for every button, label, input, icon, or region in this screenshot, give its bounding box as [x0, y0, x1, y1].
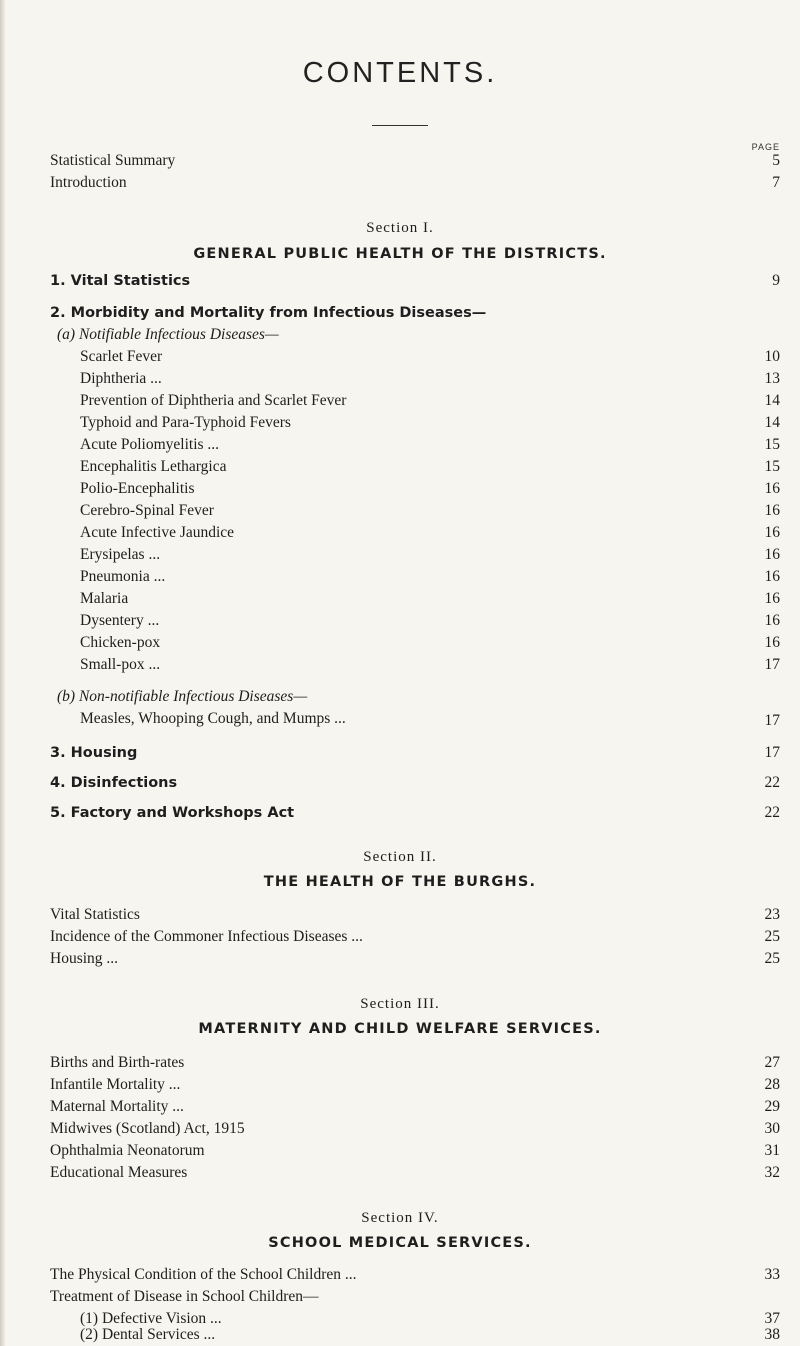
toc-entry-page: 32 [764, 1164, 780, 1181]
toc-entry-page: 16 [764, 502, 780, 519]
toc-entry-page: 14 [764, 414, 780, 431]
toc-entry-page: 16 [764, 612, 780, 629]
toc-entry-label: Polio-Encephalitis [80, 480, 195, 497]
toc-entry-page: 7 [772, 174, 780, 191]
section-label: Section I. [366, 220, 434, 236]
toc-entry-label: 2. Morbidity and Mortality from Infectious Diseases— [50, 305, 487, 321]
title-rule [372, 125, 428, 126]
toc-entry-label: Midwives (Scotland) Act, 1915 [50, 1120, 245, 1137]
toc-entry-label: Pneumonia ... [80, 568, 166, 585]
toc-entry-page: 29 [764, 1098, 780, 1115]
toc-entry-page: 15 [764, 458, 780, 475]
toc-entry-label: Small-pox ... [80, 656, 161, 673]
toc-entry-label: Prevention of Diphtheria and Scarlet Fever [80, 392, 347, 409]
toc-entry-page: 17 [764, 744, 780, 761]
toc-entry-page: 23 [764, 906, 780, 923]
toc-entry-label: Educational Measures [50, 1164, 188, 1181]
section-label: Section II. [363, 849, 437, 865]
toc-entry-page: 17 [764, 712, 780, 729]
toc-entry-page: 10 [764, 348, 780, 365]
toc-entry-page: 27 [764, 1054, 780, 1071]
toc-entry-label: Ophthalmia Neonatorum [50, 1142, 205, 1159]
toc-entry-label: 5. Factory and Workshops Act [50, 805, 295, 821]
section-label: Section IV. [361, 1210, 439, 1226]
toc-entry-page: 14 [764, 392, 780, 409]
toc-entry-page: 37 [764, 1310, 780, 1327]
toc-entry-page: 38 [764, 1326, 780, 1343]
page-title: CONTENTS. [302, 57, 498, 89]
toc-entry-label: 1. Vital Statistics [50, 273, 191, 289]
toc-entry-label: Encephalitis Lethargica [80, 458, 227, 475]
toc-entry-label: The Physical Condition of the School Children ... [50, 1266, 357, 1283]
toc-entry-label: Maternal Mortality ... [50, 1098, 184, 1115]
toc-entry-page: 22 [764, 804, 780, 821]
toc-entry-page: 30 [764, 1120, 780, 1137]
section-heading: THE HEALTH OF THE BURGHS. [263, 874, 537, 890]
toc-entry-label: Erysipelas ... [80, 546, 161, 563]
toc-entry-label: Vital Statistics [50, 906, 140, 923]
toc-entry-label: (2) Dental Services ... [80, 1326, 216, 1343]
toc-entry-page: 33 [764, 1266, 780, 1283]
toc-entry-label: Chicken-pox [80, 634, 161, 651]
section-heading: SCHOOL MEDICAL SERVICES. [268, 1235, 532, 1251]
toc-entry-label: Births and Birth-rates [50, 1054, 185, 1071]
toc-entry-page: 25 [764, 928, 780, 945]
toc-entry-page: 16 [764, 546, 780, 563]
section-heading: MATERNITY AND CHILD WELFARE SERVICES. [198, 1021, 602, 1037]
toc-entry-page: 9 [772, 272, 780, 289]
toc-entry-page: 16 [764, 568, 780, 585]
toc-entry-page: 31 [764, 1142, 780, 1159]
toc-entry-page: 25 [764, 950, 780, 967]
section-heading: GENERAL PUBLIC HEALTH OF THE DISTRICTS. [193, 246, 607, 262]
toc-entry-label: Measles, Whooping Cough, and Mumps ... [80, 710, 346, 727]
toc-entry-label: Malaria [80, 590, 129, 607]
toc-entry-page: 28 [764, 1076, 780, 1093]
toc-entry-label: 4. Disinfections [50, 775, 178, 791]
toc-entry-page: 5 [772, 152, 780, 169]
toc-entry-label: Introduction [50, 174, 127, 191]
toc-entry-page: 15 [764, 436, 780, 453]
toc-entry-label: Housing ... [50, 950, 119, 967]
toc-entry-page: 17 [764, 656, 780, 673]
section-label: Section III. [360, 996, 440, 1012]
toc-entry-label: Treatment of Disease in School Children— [50, 1288, 319, 1305]
toc-entry-label: (1) Defective Vision ... [80, 1310, 222, 1327]
toc-entry-page: 16 [764, 634, 780, 651]
toc-entry-label: Scarlet Fever [80, 348, 163, 365]
toc-entry-page: 16 [764, 590, 780, 607]
toc-entry-label: Acute Infective Jaundice [80, 524, 235, 541]
toc-entry-label: Diphtheria ... [80, 370, 162, 387]
toc-entry-label: Dysentery ... [80, 612, 160, 629]
toc-entry-label: Statistical Summary [50, 152, 176, 169]
toc-entry-label: Cerebro-Spinal Fever [80, 502, 214, 519]
toc-entry-page: 16 [764, 524, 780, 541]
toc-entry-label: Infantile Mortality ... [50, 1076, 181, 1093]
toc-entry-label: Acute Poliomyelitis ... [80, 436, 220, 453]
toc-entry-page: 13 [764, 370, 780, 387]
toc-entry-label: Typhoid and Para-Typhoid Fevers [80, 414, 291, 431]
toc-entry-page: 22 [764, 774, 780, 791]
toc-entry-label: (a) Notifiable Infectious Diseases— [57, 326, 279, 343]
toc-entry-label: Incidence of the Commoner Infectious Diseases ... [50, 928, 363, 945]
toc-entry-page: 16 [764, 480, 780, 497]
toc-entry-label: 3. Housing [50, 745, 138, 761]
page-column-header: PAGE [751, 142, 780, 152]
toc-entry-label: (b) Non-notifiable Infectious Diseases— [57, 688, 308, 705]
